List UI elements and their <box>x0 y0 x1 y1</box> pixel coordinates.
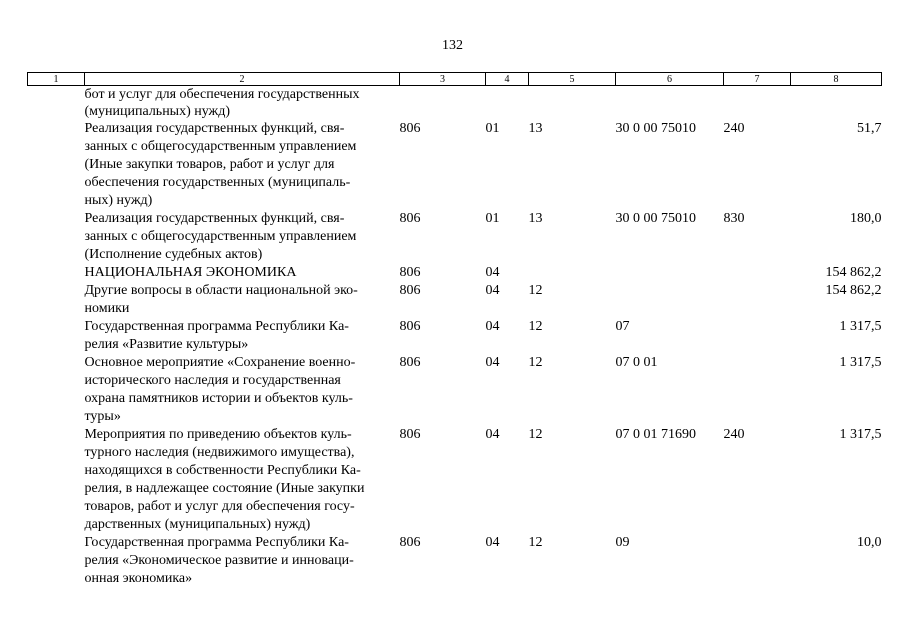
subsection-code-cell: 12 <box>528 427 543 442</box>
subsection-code-cell <box>529 86 616 121</box>
item-name-line: (Исполнение судебных актов) <box>84 247 263 262</box>
item-name-line: НАЦИОНАЛЬНАЯ ЭКОНОМИКА <box>84 265 297 280</box>
ministry-code-cell: 806 <box>399 427 421 442</box>
ministry-code-cell: 806 <box>399 211 421 226</box>
item-name-line: туры» <box>84 409 121 424</box>
table-row <box>28 264 882 282</box>
subsection-code-cell <box>529 264 616 282</box>
target-article-cell: 09 <box>615 535 630 550</box>
item-name-line: номики <box>84 301 130 316</box>
ministry-code-cell: 806 <box>399 355 421 370</box>
amount-cell: 1 317,5 <box>839 427 882 442</box>
subsection-code-cell: 13 <box>528 121 543 136</box>
row-index-cell <box>28 426 85 534</box>
target-article-cell: 30 0 00 75010 <box>615 121 696 136</box>
item-name-line: занных с общегосударственным управлением <box>84 139 357 154</box>
ministry-code-cell: 806 <box>399 319 421 334</box>
table-row <box>28 426 882 534</box>
amount-cell: 10,0 <box>857 535 882 550</box>
section-code-cell: 04 <box>485 355 500 370</box>
target-article-cell: 30 0 00 75010 <box>615 211 696 226</box>
page-number: 132 <box>442 38 463 53</box>
row-index-cell <box>28 534 85 588</box>
amount-cell: 51,7 <box>857 121 882 136</box>
item-name-line: Основное мероприятие «Сохранение военно- <box>84 355 356 370</box>
row-index-cell <box>28 210 85 264</box>
ministry-code-cell <box>400 86 486 121</box>
expense-type-cell: 240 <box>723 121 745 136</box>
section-code-cell: 01 <box>485 211 500 226</box>
expense-type-cell: 240 <box>723 427 745 442</box>
item-name-line: (муниципальных) нужд) <box>84 104 231 119</box>
expense-type-cell <box>724 354 791 426</box>
column-number-row <box>28 73 882 86</box>
target-article-cell <box>616 282 724 318</box>
table-row <box>28 534 882 588</box>
target-article-cell <box>616 86 724 121</box>
column-number: 3 <box>400 73 486 86</box>
section-code-cell: 04 <box>485 319 500 334</box>
section-code-cell: 01 <box>485 121 500 136</box>
table-row <box>28 318 882 354</box>
table-row <box>28 354 882 426</box>
section-code-cell: 04 <box>485 427 500 442</box>
table-row <box>28 282 882 318</box>
ministry-code-cell: 806 <box>399 283 421 298</box>
item-name-cell <box>85 534 400 588</box>
row-index-cell <box>28 264 85 282</box>
column-number: 6 <box>616 73 724 86</box>
item-name-cell <box>85 86 400 121</box>
table-row <box>28 210 882 264</box>
column-number: 7 <box>724 73 791 86</box>
budget-table <box>27 72 882 588</box>
subsection-code-cell: 12 <box>528 535 543 550</box>
item-name-cell <box>85 318 400 354</box>
item-name-line: исторического наследия и государственная <box>84 373 341 388</box>
expense-type-cell <box>724 86 791 121</box>
item-name-line: обеспечения государственных (муниципаль- <box>84 175 351 190</box>
column-number: 8 <box>791 73 882 86</box>
item-name-cell <box>85 354 400 426</box>
target-article-cell: 07 0 01 71690 <box>615 427 696 442</box>
item-name-line: (Иные закупки товаров, работ и услуг для <box>84 157 335 172</box>
section-code-cell <box>486 86 529 121</box>
amount-cell <box>791 86 882 121</box>
row-index-cell <box>28 354 85 426</box>
section-code-cell: 04 <box>485 535 500 550</box>
expense-type-cell: 830 <box>723 211 745 226</box>
table-row <box>28 120 882 210</box>
amount-cell: 1 317,5 <box>839 319 882 334</box>
item-name-line: Государственная программа Республики Ка- <box>84 319 349 334</box>
item-name-line: находящихся в собственности Республики Ка- <box>84 463 361 478</box>
expense-type-cell <box>724 282 791 318</box>
expense-type-cell <box>724 534 791 588</box>
ministry-code-cell: 806 <box>399 265 421 280</box>
item-name-line: онная экономика» <box>84 571 193 586</box>
ministry-code-cell: 806 <box>399 535 421 550</box>
row-index-cell <box>28 120 85 210</box>
expense-type-cell <box>724 318 791 354</box>
target-article-cell <box>616 264 724 282</box>
row-index-cell <box>28 86 85 121</box>
item-name-line: ных) нужд) <box>84 193 153 208</box>
ministry-code-cell: 806 <box>399 121 421 136</box>
item-name-line: релия «Экономическое развитие и инноваци- <box>84 553 354 568</box>
column-number: 5 <box>529 73 616 86</box>
item-name-line: бот и услуг для обеспечения государственных <box>84 87 360 102</box>
item-name-line: Реализация государственных функций, свя- <box>84 211 345 226</box>
row-index-cell <box>28 282 85 318</box>
table-body <box>28 86 882 589</box>
item-name-line: охрана памятников истории и объектов куль- <box>84 391 353 406</box>
subsection-code-cell: 12 <box>528 319 543 334</box>
subsection-code-cell: 13 <box>528 211 543 226</box>
section-code-cell: 04 <box>485 265 500 280</box>
item-name-cell <box>85 282 400 318</box>
amount-cell: 154 862,2 <box>825 265 882 280</box>
table-row <box>28 86 882 121</box>
item-name-cell <box>85 264 400 282</box>
item-name-cell <box>85 210 400 264</box>
item-name-line: дарственных (муниципальных) нужд) <box>84 517 311 532</box>
item-name-line: релия «Развитие культуры» <box>84 337 249 352</box>
amount-cell: 1 317,5 <box>839 355 882 370</box>
row-index-cell <box>28 318 85 354</box>
item-name-line: Реализация государственных функций, свя- <box>84 121 345 136</box>
target-article-cell: 07 0 01 <box>615 355 658 370</box>
item-name-line: Государственная программа Республики Ка- <box>84 535 349 550</box>
expense-type-cell <box>724 264 791 282</box>
subsection-code-cell: 12 <box>528 283 543 298</box>
item-name-line: занных с общегосударственным управлением <box>84 229 357 244</box>
column-number: 2 <box>85 73 400 86</box>
item-name-line: турного наследия (недвижимого имущества), <box>84 445 355 460</box>
column-number: 1 <box>28 73 85 86</box>
subsection-code-cell: 12 <box>528 355 543 370</box>
item-name-line: Мероприятия по приведению объектов куль- <box>84 427 352 442</box>
column-number: 4 <box>486 73 529 86</box>
section-code-cell: 04 <box>485 283 500 298</box>
target-article-cell: 07 <box>615 319 630 334</box>
amount-cell: 154 862,2 <box>825 283 882 298</box>
item-name-line: товаров, работ и услуг для обеспечения госу- <box>84 499 355 514</box>
amount-cell: 180,0 <box>850 211 882 226</box>
item-name-cell <box>85 120 400 210</box>
item-name-line: Другие вопросы в области национальной эко- <box>84 283 358 298</box>
item-name-line: релия, в надлежащее состояние (Иные закупки <box>84 481 365 496</box>
item-name-cell <box>85 426 400 534</box>
